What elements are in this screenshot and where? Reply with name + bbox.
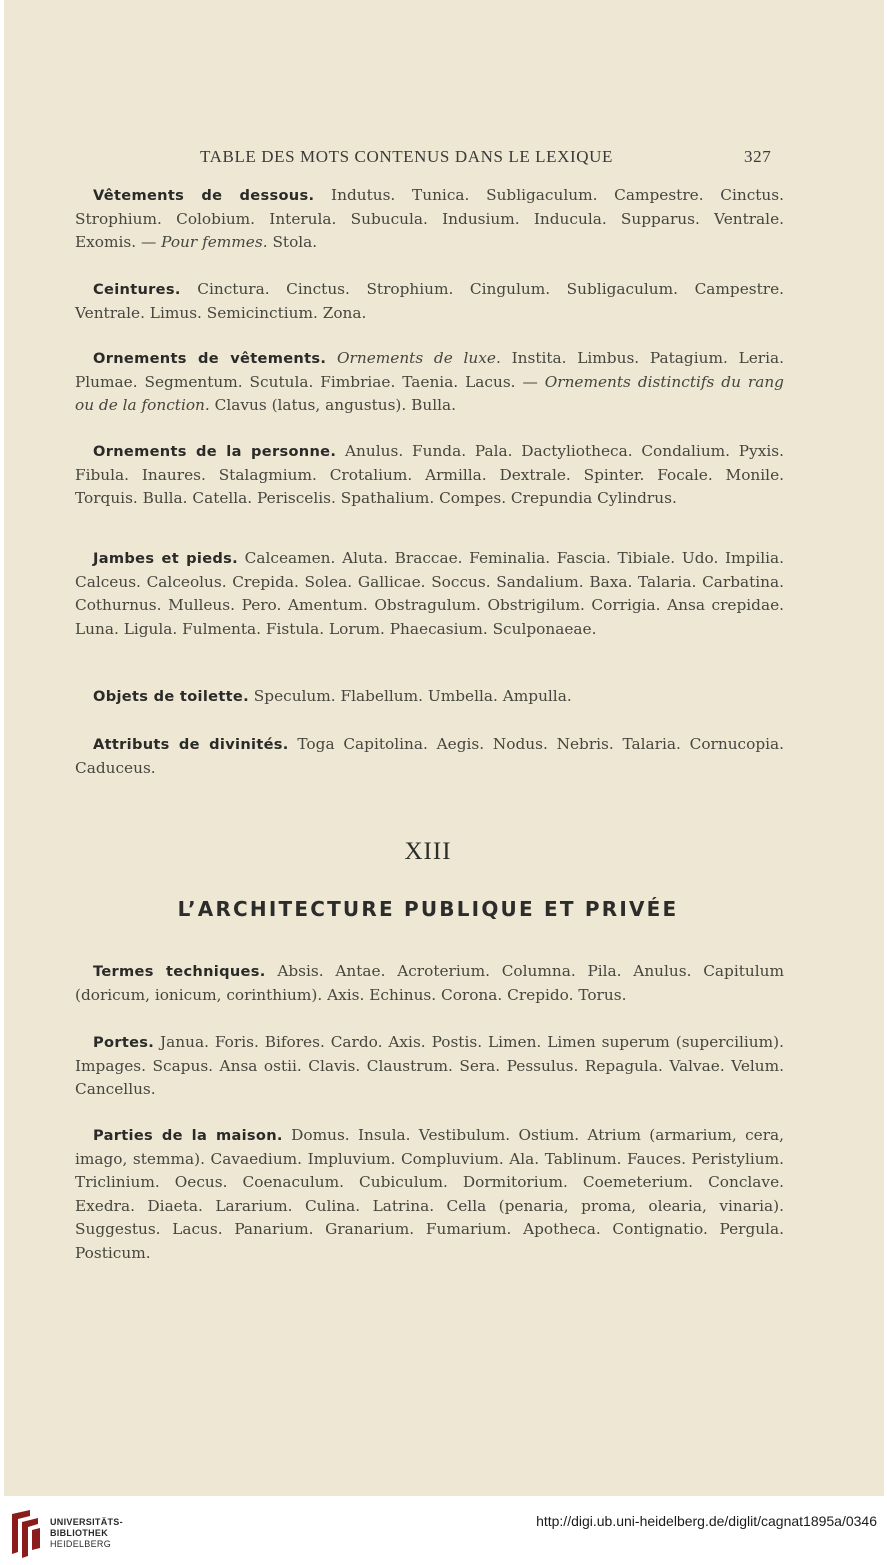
entry-portes bbox=[75, 1031, 784, 1102]
entry-attributs-de-divinites bbox=[75, 733, 784, 780]
library-logo-icon[interactable] bbox=[8, 1508, 44, 1560]
entry-heading: Ornements de vêtements. bbox=[93, 350, 327, 367]
chapter-number: XIII bbox=[404, 838, 452, 865]
entry-italic-lead: Ornements de luxe. bbox=[337, 349, 501, 367]
library-line-1: UNIVERSITÄTS- bbox=[50, 1517, 123, 1527]
entry-text: Instita. Limbus. Patagium. Leria. Plumae. Segmentum. Scutula. Fimbriae. Taenia. Lacus. — bbox=[75, 349, 784, 391]
entry-termes-techniques bbox=[75, 960, 784, 1007]
entry-text: Indutus. Tunica. Subligaculum. Campestre. Cinctus. Strophium. Colobium. Interula. Subucula. Indusium. Inducula. Supparus. Ventrale. Exomis. — bbox=[75, 186, 784, 252]
entry-ornements-de-vetements bbox=[75, 347, 784, 418]
library-name bbox=[50, 1517, 123, 1550]
entry-heading: Portes. bbox=[93, 1034, 155, 1051]
entry-text: Speculum. Flabellum. Umbella. Ampulla. bbox=[253, 687, 572, 705]
entry-parties-de-la-maison bbox=[75, 1124, 784, 1266]
entry-text: Anulus. Funda. Pala. Dactyliotheca. Condalium. Pyxis. Fibula. Inaures. Stalagmium. Crotalium. Armilla. Dextrale. Spinter. Focale. Monile. Torquis. Bulla. Catella. Periscelis. Spathalium. Compes. Crepundia Cylindrus. bbox=[75, 442, 784, 508]
library-line-2: BIBLIOTHEK bbox=[50, 1528, 108, 1538]
running-title: TABLE DES MOTS CONTENUS DANS LE LEXIQUE bbox=[200, 147, 614, 166]
entry-text: Domus. Insula. Vestibulum. Ostium. Atrium (armarium, cera, imago, stemma). Cavaedium. Impluvium. Compluvium. Ala. Tablinum. Fauces. Peristylium. Triclinium. Oecus. Coenaculum. Cubiculum. Dormitorium. Coemeterium. Conclave. Exedra. Diaeta. Lararium. Culina. Latrina. Cella (penaria, proma, olearia, vinaria). Suggestus. Lacus. Panarium. Granarium. Fumarium. Apotheca. Contignatio. Pergula. Posticum. bbox=[75, 1126, 784, 1262]
entry-jambes-et-pieds bbox=[75, 547, 784, 641]
entry-text: Toga Capitolina. Aegis. Nodus. Nebris. Talaria. Cornucopia. Caduceus. bbox=[75, 735, 784, 777]
entry-heading: Parties de la maison. bbox=[93, 1127, 283, 1144]
entry-heading: Vêtements de dessous. bbox=[93, 187, 315, 204]
entry-italic: Ornements distinctifs du rang ou de la fonction. bbox=[75, 372, 784, 415]
entry-heading: Ornements de la personne. bbox=[93, 443, 337, 460]
entry-text-continued: Clavus (latus, angustus). Bulla. bbox=[214, 396, 456, 415]
entry-heading: Jambes et pieds. bbox=[93, 550, 238, 567]
entry-heading: Objets de toilette. bbox=[93, 688, 249, 705]
entry-text-continued: Stola. bbox=[272, 233, 318, 252]
entry-heading: Attributs de divinités. bbox=[93, 736, 289, 753]
entry-objets-de-toilette bbox=[75, 685, 784, 709]
library-line-3: HEIDELBERG bbox=[50, 1539, 112, 1549]
chapter-title: L’ARCHITECTURE PUBLIQUE ET PRIVÉE bbox=[177, 897, 679, 921]
book-page bbox=[4, 0, 884, 1496]
entry-heading: Termes techniques. bbox=[93, 963, 266, 980]
entry-text: Janua. Foris. Bifores. Cardo. Axis. Postis. Limen. Limen superum (supercilium). Impages. Scapus. Ansa ostii. Clavis. Claustrum. Sera. Pessulus. Repagula. Valvae. Velum. Cancellus. bbox=[75, 1033, 784, 1099]
entry-text: Cinctura. Cinctus. Strophium. Cingulum. Subligaculum. Campestre. Ventrale. Limus. Semicinctium. Zona. bbox=[75, 280, 784, 322]
running-head bbox=[4, 145, 884, 169]
entry-heading: Ceintures. bbox=[93, 281, 181, 298]
entry-ornements-de-la-personne bbox=[75, 440, 784, 511]
entry-italic: Pour femmes. bbox=[161, 233, 268, 252]
entry-text: Calceamen. Aluta. Braccae. Feminalia. Fascia. Tibiale. Udo. Impilia. Calceus. Calceolus. Crepida. Solea. Gallicae. Soccus. Sandalium. Baxa. Talaria. Carbatina. Cothurnus. Mulleus. Pero. Amentum. Obstragulum. Obstrigilum. Corrigia. Ansa crepidae. Luna. Ligula. Fulmenta. Fistula. Lorum. Phaecasium. Sculponaeae. bbox=[75, 549, 784, 638]
entry-vetements-de-dessous bbox=[75, 184, 784, 255]
permalink-url[interactable]: http://digi.ub.uni-heidelberg.de/diglit/cagnat1895a/0346 bbox=[536, 1513, 877, 1529]
page-number: 327 bbox=[744, 147, 772, 166]
entry-text: Absis. Antae. Acroterium. Columna. Pila. Anulus. Capitulum (doricum, ionicum, corinthium). Axis. Echinus. Corona. Crepido. Torus. bbox=[75, 962, 784, 1004]
entry-ceintures bbox=[75, 278, 784, 325]
